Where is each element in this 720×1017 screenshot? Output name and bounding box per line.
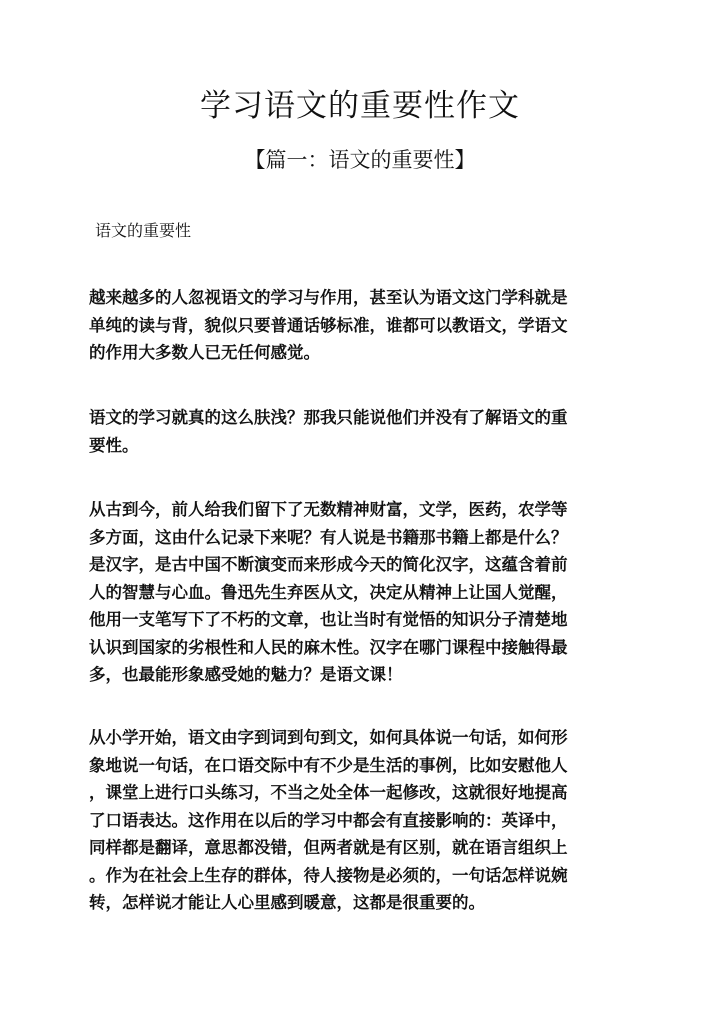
paragraph-line: 他用一支笔写下了不朽的文章，也让当时有觉悟的知识分子清楚地 [89,610,568,629]
paragraph-line: 象地说一句话，在口语交际中有不少是生活的事例，比如安慰他人 [89,755,568,775]
paragraph-line: 。作为在社会上生存的群体，待人接物是必须的，一句话怎样说婉 [89,865,568,885]
paragraph-1 [89,284,623,367]
paragraph-line: 人的智慧与心血。鲁迅先生弃医从文，决定从精神上让国人觉醒， [89,582,568,602]
paragraph-line: 要性。 [89,435,139,455]
document-title: 学习语文的重要性作文 [200,88,520,124]
paragraph-line: 从小学开始，语文由字到词到句到文，如何具体说一句话，如何形 [89,728,568,747]
paragraph-line: 语文的学习就真的这么肤浅？那我只能说他们并没有了解语文的重 [89,408,568,427]
paragraph-line: 多方面，这由什么记录下来呢？有人说是书籍那书籍上都是什么？ [89,527,568,547]
paragraph-3 [89,496,623,689]
paragraph-line: 的作用大多数人已无任何感觉。 [89,343,320,362]
paragraph-4 [89,724,623,917]
paragraph-line: 了口语表达。这作用在以后的学习中都会有直接影响的：英译中， [89,810,568,830]
section-subtitle: 【篇一：语文的重要性】 [244,148,476,172]
paragraph-2 [89,404,623,459]
paragraph-line: 从古到今，前人给我们留下了无数精神财富，文学，医药，农学等 [89,500,568,519]
paragraph-line: 同样都是翻译，意思都没错，但两者就是有区别，就在语言组织上 [89,838,568,857]
paragraph-line: 单纯的读与背，貌似只要普通话够标准，谁都可以教语文，学语文 [89,315,568,335]
paragraph-line: 是汉字，是古中国不断演变而来形成今天的简化汉字，这蕴含着前 [89,555,568,574]
paragraph-line: 认识到国家的劣根性和人民的麻木性。汉字在哪门课程中接触得最 [89,637,568,657]
paragraph-line: 转，怎样说才能让人心里感到暖意，这都是很重要的。 [89,893,485,912]
paragraph-line: 多，也最能形象感受她的魅力？是语文课！ [89,665,403,684]
section-heading: 语文的重要性 [95,221,192,240]
paragraph-line: 越来越多的人忽视语文的学习与作用，甚至认为语文这门学科就是 [89,288,568,307]
paragraph-line: ，课堂上进行口头练习，不当之处全体一起修改，这就很好地提高 [89,783,568,802]
